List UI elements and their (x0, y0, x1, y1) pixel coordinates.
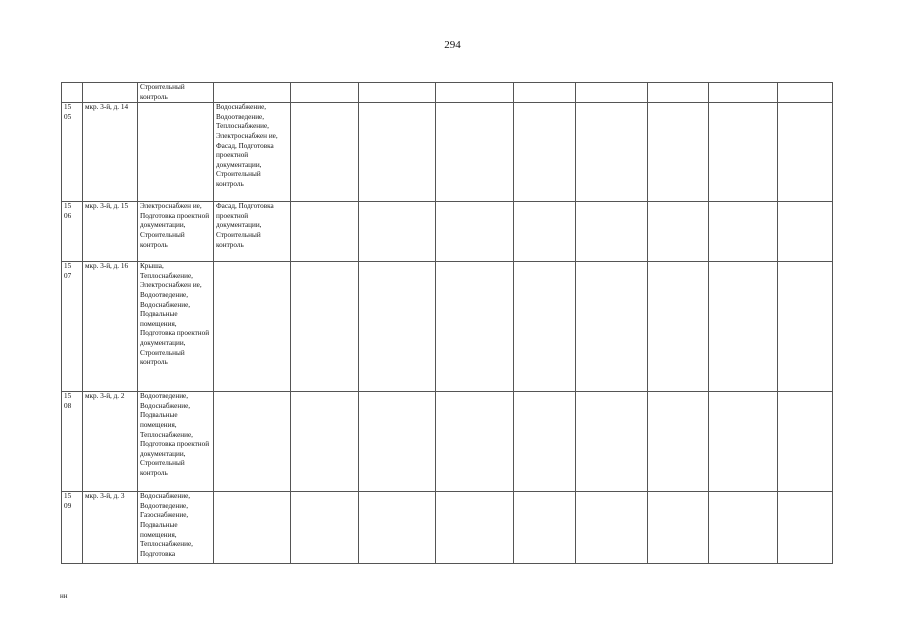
address-cell (83, 392, 138, 492)
address-cell (83, 202, 138, 262)
table-row (62, 492, 833, 564)
empty-cell (436, 492, 514, 564)
address-cell (83, 83, 138, 103)
works-cell-b (214, 392, 291, 492)
empty-cell (709, 103, 778, 202)
empty-cell (709, 392, 778, 492)
row-number-cell-text: 15 08 (64, 392, 72, 410)
empty-cell (778, 392, 833, 492)
empty-cell (291, 262, 359, 392)
empty-cell (778, 202, 833, 262)
empty-cell (514, 202, 576, 262)
address-cell-text: мкр. 3-й, д. 16 (85, 262, 129, 271)
empty-cell (291, 83, 359, 103)
empty-cell (514, 492, 576, 564)
empty-cell (436, 392, 514, 492)
empty-cell (648, 83, 709, 103)
table-row (62, 202, 833, 262)
empty-cell (576, 202, 648, 262)
empty-cell (436, 202, 514, 262)
row-number-cell (62, 202, 83, 262)
works-cell-a-text: Водоснабжение, Водоотведение, Газоснабжение, Подвальные помещения, Теплоснабжение, Подготовка (140, 492, 193, 558)
empty-cell (709, 202, 778, 262)
empty-cell (514, 83, 576, 103)
empty-cell (709, 492, 778, 564)
empty-cell (359, 262, 436, 392)
page-number: 294 (444, 39, 461, 51)
empty-cell (648, 392, 709, 492)
address-cell-text: мкр. 3-й, д. 15 (85, 202, 129, 211)
address-cell (83, 103, 138, 202)
row-number-cell-text: 15 07 (64, 262, 72, 280)
empty-cell (576, 392, 648, 492)
empty-cell (709, 262, 778, 392)
works-cell-a (138, 492, 214, 564)
works-cell-b (214, 103, 291, 202)
works-cell-b-text: Водоснабжение, Водоотведение, Теплоснабжение, Электроснабжен ие, Фасад, Подготовка проектной документации, Строительный контроль (216, 103, 278, 188)
empty-cell (436, 262, 514, 392)
footer-code: нн (60, 592, 68, 600)
empty-cell (291, 392, 359, 492)
empty-cell (291, 492, 359, 564)
address-cell (83, 262, 138, 392)
empty-cell (576, 492, 648, 564)
table-row (62, 103, 833, 202)
works-table (61, 82, 833, 564)
empty-cell (576, 262, 648, 392)
works-cell-b (214, 83, 291, 103)
empty-cell (778, 262, 833, 392)
works-cell-a (138, 262, 214, 392)
empty-cell (514, 262, 576, 392)
row-number-cell-text: 15 06 (64, 202, 72, 220)
row-number-cell (62, 83, 83, 103)
empty-cell (514, 103, 576, 202)
works-cell-b-text: Фасад, Подготовка проектной документации, Строительный контроль (216, 202, 274, 249)
empty-cell (778, 103, 833, 202)
empty-cell (436, 83, 514, 103)
empty-cell (778, 492, 833, 564)
empty-cell (359, 83, 436, 103)
row-number-cell (62, 392, 83, 492)
empty-cell (709, 83, 778, 103)
empty-cell (359, 103, 436, 202)
works-cell-b (214, 492, 291, 564)
empty-cell (514, 392, 576, 492)
empty-cell (778, 83, 833, 103)
works-cell-a (138, 202, 214, 262)
row-number-cell-text: 15 09 (64, 492, 72, 510)
table-row (62, 392, 833, 492)
works-cell-a-text: Водоотведение, Водоснабжение, Подвальные помещения, Теплоснабжение, Подготовка проектной документации, Строительный контроль (140, 392, 210, 477)
works-cell-b (214, 262, 291, 392)
works-cell-a-text: Крыша, Теплоснабжение, Электроснабжен ие, Водоотведение, Водоснабжение, Подвальные помещения, Подготовка проектной документации, Строительный контроль (140, 262, 210, 367)
address-cell-text: мкр. 3-й, д. 3 (85, 492, 125, 501)
empty-cell (648, 262, 709, 392)
empty-cell (576, 103, 648, 202)
empty-cell (291, 202, 359, 262)
works-cell-a (138, 83, 214, 103)
address-cell-text: мкр. 3-й, д. 2 (85, 392, 125, 401)
address-cell-text: мкр. 3-й, д. 14 (85, 103, 129, 112)
works-cell-a-text: Электроснабжен ие, Подготовка проектной документации, Строительный контроль (140, 202, 210, 249)
row-number-cell (62, 262, 83, 392)
works-cell-b (214, 202, 291, 262)
row-number-cell (62, 492, 83, 564)
empty-cell (291, 103, 359, 202)
empty-cell (648, 103, 709, 202)
works-cell-a-text: Строительный контроль (140, 83, 185, 101)
empty-cell (576, 83, 648, 103)
table-row (62, 262, 833, 392)
table-row (62, 83, 833, 103)
empty-cell (436, 103, 514, 202)
empty-cell (359, 492, 436, 564)
row-number-cell-text: 15 05 (64, 103, 72, 121)
empty-cell (648, 492, 709, 564)
empty-cell (359, 392, 436, 492)
empty-cell (648, 202, 709, 262)
address-cell (83, 492, 138, 564)
empty-cell (359, 202, 436, 262)
row-number-cell (62, 103, 83, 202)
works-cell-a (138, 103, 214, 202)
works-cell-a (138, 392, 214, 492)
